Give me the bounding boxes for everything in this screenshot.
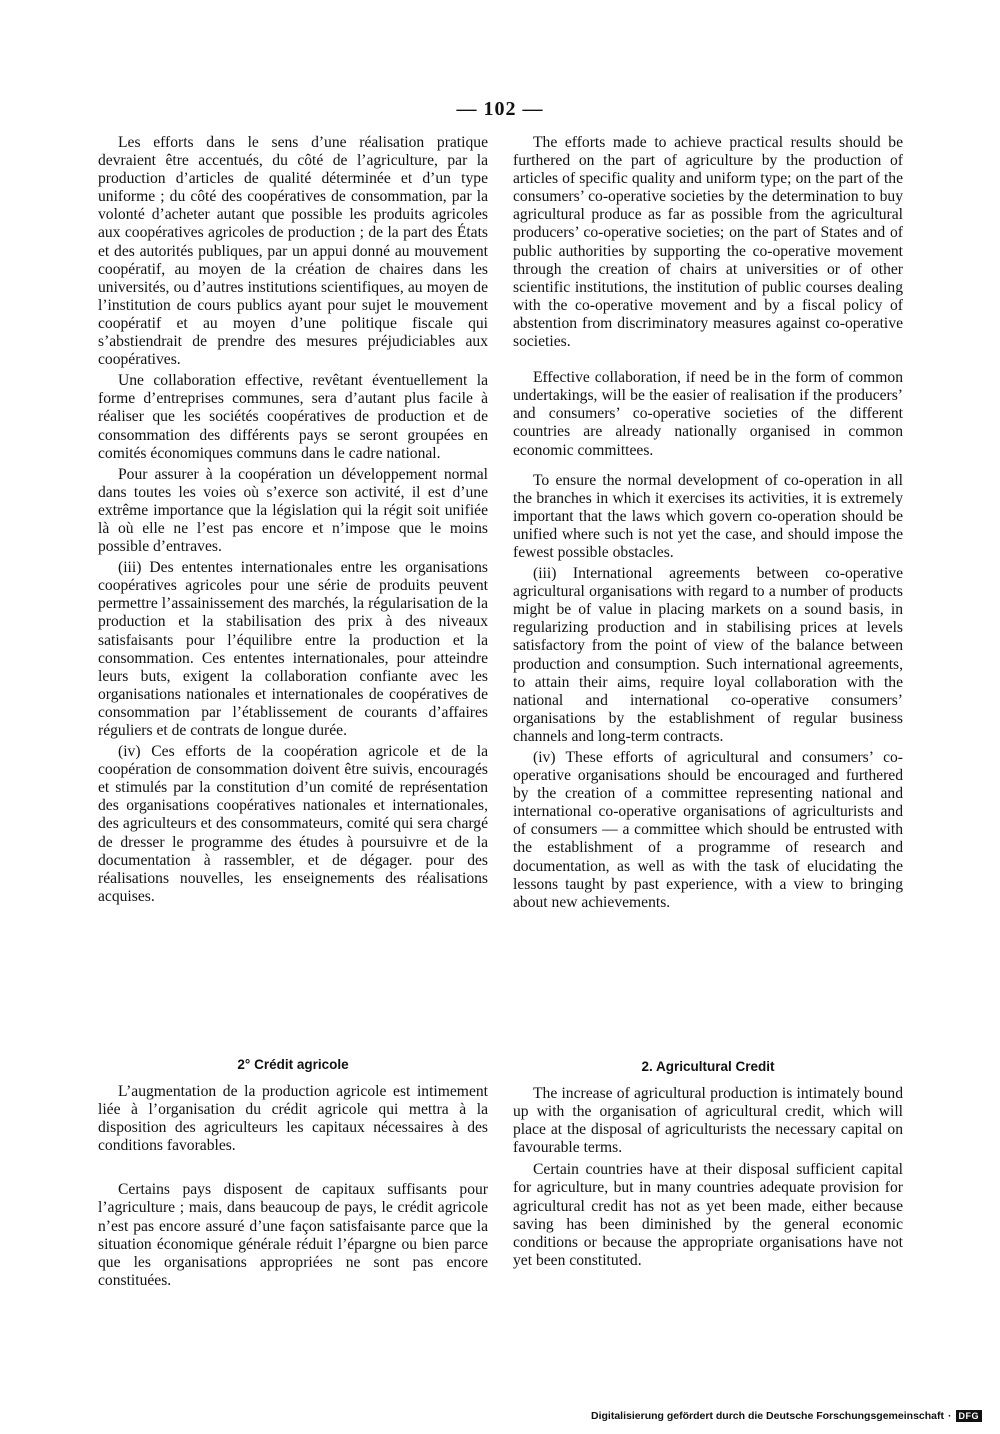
french-credit-paragraph-2: Certains pays disposent de capitaux suffisants pour l’agriculture ; mais, dans beaucoup de pays, le crédit agricole n’est pas encore assuré d’une façon satisfaisante parce que la situation économique générale réduit l’épargne ou bien parce que les organisations appropriées ne sont pas encore constituées. (98, 1181, 488, 1289)
french-credit-paragraph-1: L’augmentation de la production agricole est intimement liée à l’organisation du crédit agricole qui mettra à la disposition des agriculteurs les capitaux nécessaires à des conditions favorables. (98, 1083, 488, 1155)
french-paragraph-2: Une collaboration effective, revêtant éventuellement la forme d’entreprises communes, sera d’autant plus facile à réaliser que les sociétés coopératives de production et de consommation des différents pays se seront groupées en comités économiques communs dans le cadre national. (98, 372, 488, 462)
french-paragraph-1: Les efforts dans le sens d’une réalisation pratique devraient être accentués, du côté de l’agriculture, par la production d’articles de qualité déterminée et d’un type uniforme ; du côté des coopératives de consommation, par la volonté d’acheter autant que possible les produits agricoles aux coopératives agricoles de production ; de la part des États et des autorités publiques, par un appui donné au mouvement coopératif, au moyen de la création de chaires dans les universités, ou d’autres institutions scientifiques, au moyen de l’institution de cours publics ayant pour sujet le mouvement coopératif et au moyen d’une politique fiscale qui s’abstiendrait de prendre des mesures préjudiciables aux coopératives. (98, 134, 488, 369)
english-credit-paragraph-1: The increase of agricultural production is intimately bound up with the organisation of agricultural credit, which will place at the disposal of agriculturists the necessary capital on favourable terms. (513, 1085, 903, 1157)
english-credit-paragraph-2: Certain countries have at their disposal sufficient capital for agriculture, but in many countries adequate provision for agricultural credit has not as yet been made, either because saving has been diminished by the general economic conditions or because the appropriate organisations have not yet been constituted. (513, 1161, 903, 1269)
digitization-footer (591, 1410, 982, 1422)
french-column (98, 134, 488, 906)
french-paragraph-5: (iv) Ces efforts de la coopération agricole et de la coopération de consommation doivent être suivis, encouragés et stimulés par la constitution d’un comité de représentation des organisations coopératives nationales et internationales, des agriculteurs et des consommateurs, comité qui sera chargé de dresser le programme des études à poursuivre et de la documentation à rassembler, et de dégager. pour des réalisations nouvelles, les enseignements des réalisations acquises. (98, 743, 488, 905)
footer-separator: · (948, 1410, 952, 1422)
english-credit-section (513, 1085, 903, 1270)
page-number: — 102 — (456, 98, 544, 120)
french-paragraph-4: (iii) Des ententes internationales entre les organisations coopératives agricoles pour une série de produits peuvent permettre l’assainissement des marchés, la régularisation de la production et la stabilisation des prix à des niveaux satisfaisants pour l’équilibre entre la production et la consommation. Ces ententes internationales, pour atteindre leurs buts, exigent la collaboration confiante avec les organisations nationales et internationales de coopératives de consommation par l’établissement de courants d’affaires réguliers et de contrats de longue durée. (98, 559, 488, 739)
english-paragraph-5: (iv) These efforts of agricultural and consumers’ co-operative organisations should be encouraged and furthered by the creation of a committee representing national and international co-operative organisations of agriculturists and of consumers — a committee which should be entrusted with the establishment of a programme of research and documentation, as well as with the task of elucidating the lessons taught by past experience, with a view to bringing about new achievements. (513, 749, 903, 911)
english-section-heading: 2. Agricultural Credit (641, 1059, 775, 1074)
french-paragraph-3: Pour assurer à la coopération un développement normal dans toutes les voies où s’exerce son activité, il est d’une extrême importance que la législation qui la régit soit unifiée là où elle ne l’est pas encore et n’impose que le moins possible d’entraves. (98, 465, 488, 556)
english-paragraph-4: (iii) International agreements between co-operative agricultural organisations with regard to a number of products might be of value in placing markets on a sound basis, in regularizing production and in stabilising prices at levels satisfactory from the point of view of the balance between production and consumption. Such international agreements, to attain their aims, require loyal collaboration with the national and international co-operative consumers’ organisations by the establishment of regular business channels and long-term contracts. (513, 565, 903, 745)
french-section-heading: 2° Crédit agricole (237, 1057, 349, 1072)
english-column (513, 134, 903, 912)
dfg-logo-icon: DFG (956, 1410, 983, 1422)
footer-text: Digitalisierung gefördert durch die Deutsche Forschungsgemeinschaft (591, 1410, 944, 1422)
french-credit-section (98, 1083, 488, 1290)
english-paragraph-3: To ensure the normal development of co-operation in all the branches in which it exercises its activities, it is extremely important that the laws which govern co-operation should be unified where such is not yet the case, and should impose the fewest possible obstacles. (513, 471, 903, 561)
english-paragraph-2: Effective collaboration, if need be in the form of common undertakings, will be the easier of realisation if the producers’ and consumers’ co-operative societies of the different countries are already nationally organised in common economic committees. (513, 369, 903, 459)
english-paragraph-1: The efforts made to achieve practical results should be furthered on the part of agriculture by the production of articles of specific quality and uniform type; on the part of the consumers’ co-operative societies by the determination to buy agricultural produce as far as possible from the agricultural producers’ co-operative societies; on the part of States and of public authorities by supporting the co-operative movement through the creation of chairs at universities or of other scientific institutions, the institution of public courses dealing with the co-operative movement and by a fiscal policy of abstention from discriminatory measures against co-operative societies. (513, 134, 903, 351)
